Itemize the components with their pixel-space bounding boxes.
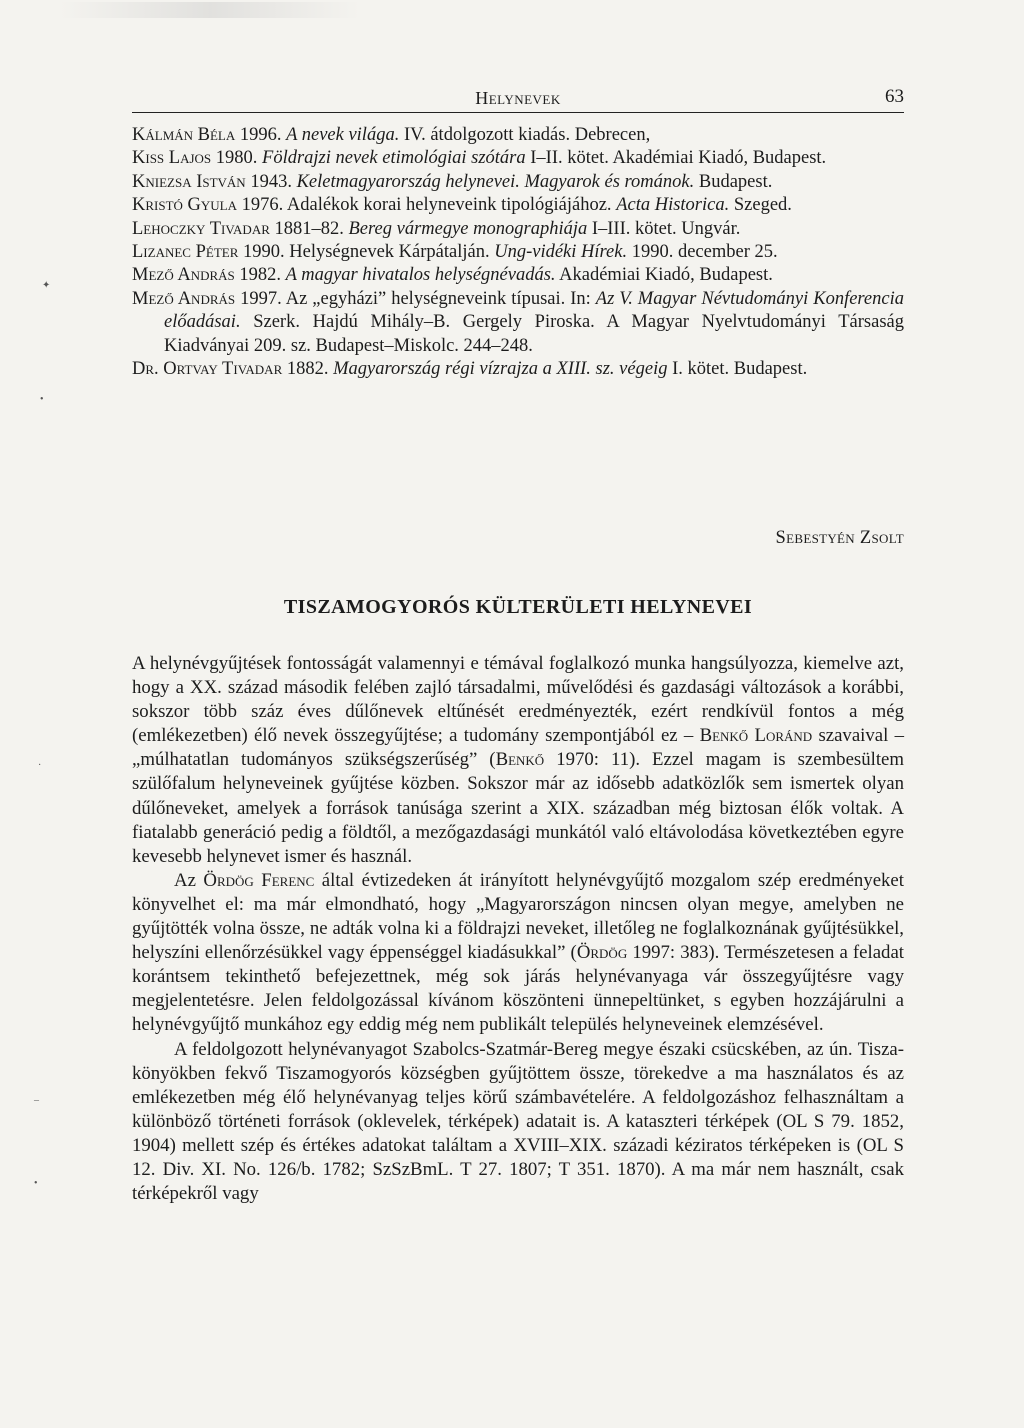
reference-author: Lizanec Péter xyxy=(132,242,239,263)
margin-speck: • xyxy=(34,1178,38,1189)
reference-author: Kristó Gyula xyxy=(132,195,238,216)
reference-author: Dr. Ortvay Tivadar xyxy=(132,359,283,380)
article-title: TISZAMOGYORÓS KÜLTERÜLETI HELYNEVEI xyxy=(283,596,753,618)
reference-title: Bereg vármegye monographiája xyxy=(348,218,588,239)
reference-entry: Kniezsa István 1943. Keletmagyarország helynevei. Magyarok és románok. Budapest. xyxy=(132,171,773,192)
margin-speck: – xyxy=(34,1095,39,1106)
reference-author: Kniezsa István xyxy=(132,171,246,192)
reference-title: Acta Historica. xyxy=(616,195,730,216)
reference-entry: Lehoczky Tivadar 1881–82. Bereg vármegye monographiája I–III. kötet. Ungvár. xyxy=(132,218,741,239)
article-body xyxy=(132,652,904,1206)
reference-title: Keletmagyarország helynevei. Magyarok és románok. xyxy=(296,171,695,192)
margin-speck: • xyxy=(40,394,44,405)
reference-author: Mező András xyxy=(132,288,236,309)
reference-author: Mező András xyxy=(132,265,235,286)
cited-name: Ördög xyxy=(576,942,628,964)
reference-title: A magyar hivatalos helységnévadás. xyxy=(285,265,556,286)
reference-entry: Kálmán Béla 1996. A nevek világa. IV. átdolgozott kiadás. Debrecen, xyxy=(132,125,651,145)
cited-name: Benkő Loránd xyxy=(699,725,813,747)
page-number: 63 xyxy=(885,86,904,107)
reference-title: Magyarország régi vízrajza a XIII. sz. végeig xyxy=(333,359,668,380)
reference-author: Kálmán Béla xyxy=(132,125,236,145)
margin-speck: ✦ xyxy=(42,280,51,291)
reference-title: Ung-vidéki Hírek. xyxy=(494,242,628,263)
paragraph: Az Ördög Ferenc által évtizedeken át irányított helynévgyűjtő mozgalom szép eredményeket könyvelhet el: ma már elmondható, hogy „Magyarországon nincsen olyan megye, amelyben ne gyűjtötték volna össze, ne adták volna ki a földrajzi neveket, illetőleg ne foglalkoznának gyűjtésükkel, helyszíni ellenőrzésükkel vagy éppenséggel kiadásukkal” (Ördög 1997: 383). Természetesen a feladat korántsem tekinthető befejezettnek, még sok járás helynévanyaga vár összegyűjtésre vagy megjelentetésre. Jelen feldolgozással kívánom köszönteni ünnepeltünket, s egyben hozzájárulni a helynévgyűjtő munkához egy eddig még nem publikált település helyneveinek elemzésével. xyxy=(132,869,904,1036)
reference-entry: Lizanec Péter 1990. Helységnevek Kárpátalján. Ung-vidéki Hírek. 1990. december 25. xyxy=(132,242,778,263)
author-signature: Sebestyén Zsolt xyxy=(775,528,904,548)
cited-name: Ördög Ferenc xyxy=(203,869,315,891)
scan-smudge xyxy=(60,2,360,18)
paragraph: A helynévgyűjtések fontosságát valamennyi e témával foglalkozó munka hangsúlyozza, kiemelve azt, hogy a XX. század második felében zajló társadalmi, művelődési és gazdasági változások a korábbi, sokszor több száz éves dűlőnevek eltűnését eredményezték, ezért rendkívül fontos a még (emlékezetben) élő nevek összegyűjtése; a tudomány szempontjából ez – Benkő Loránd szavaival – „múlhatatlan tudományos szükségszerűség” (Benkő 1970: 11). Ezzel magam is szembesültem szülőfalum helyneveinek gyűjtése közben. Sokszor már az idősebb adatközlők sem ismertek olyan dűlőneveket, amelyek a források tanúsága szerint a XIX. században még biztosan élők voltak. A fiatalabb generáció pedig a földtől, a mezőgazdasági munkától való eltávolodása következtében egyre kevesebb helynevet ismer és használ. xyxy=(132,653,904,867)
running-header xyxy=(132,84,904,113)
reference-list xyxy=(132,124,904,381)
reference-author: Lehoczky Tivadar xyxy=(132,218,270,239)
paragraph: A feldolgozott helynévanyagot Szabolcs-Szatmár-Bereg megye északi csücskében, az ún. Tisza-könyökben fekvő Tiszamogyorós községben gyűjtöttem össze, törekedve a ma használatos és az emlékezetben még élő helynévanyag teljes körű számbavételére. A feldolgozáshoz felhasználtam a különböző történeti források (oklevelek, térképek) adatait is. A kataszteri térképek (OL S 79. 1852, 1904) mellett szép és értékes adatokat találtam a XVIII–XIX. századi kéziratos térképeken is (OL S 12. Div. XI. No. 126/b. 1782; SzSzBmL. T 27. 1807; T 351. 1870). A ma már nem használt, csak térképekről vagy xyxy=(132,1038,904,1205)
reference-title: A nevek világa. xyxy=(286,125,400,145)
reference-entry: Kiss Lajos 1980. Földrajzi nevek etimológiai szótára I–II. kötet. Akadémiai Kiadó, Budapest. xyxy=(132,148,827,169)
reference-entry: Mező András 1982. A magyar hivatalos helységnévadás. Akadémiai Kiadó, Budapest. xyxy=(132,265,773,286)
reference-entry: Kristó Gyula 1976. Adalékok korai helyneveink tipológiájához. Acta Historica. Szeged. xyxy=(132,195,792,216)
reference-author: Kiss Lajos xyxy=(132,148,212,169)
reference-title: Földrajzi nevek etimológiai szótára xyxy=(262,148,526,169)
cited-name: Benkő xyxy=(495,749,545,771)
reference-entry: Mező András 1997. Az „egyházi” helységneveink típusai. In: Az V. Magyar Névtudományi Konferencia előadásai. Szerk. Hajdú Mihály–B. Gergely Piroska. A Magyar Nyelvtudományi Társaság Kiadványai 209. sz. Budapest–Miskolc. 244–248. xyxy=(132,288,904,356)
margin-speck: · xyxy=(38,760,42,771)
reference-title: Az V. Magyar Névtudományi Konferencia előadásai. xyxy=(164,288,904,333)
reference-entry: Dr. Ortvay Tivadar 1882. Magyarország régi vízrajza a XIII. sz. végeig I. kötet. Budapest. xyxy=(132,359,808,380)
running-title: Helynevek xyxy=(475,88,561,108)
